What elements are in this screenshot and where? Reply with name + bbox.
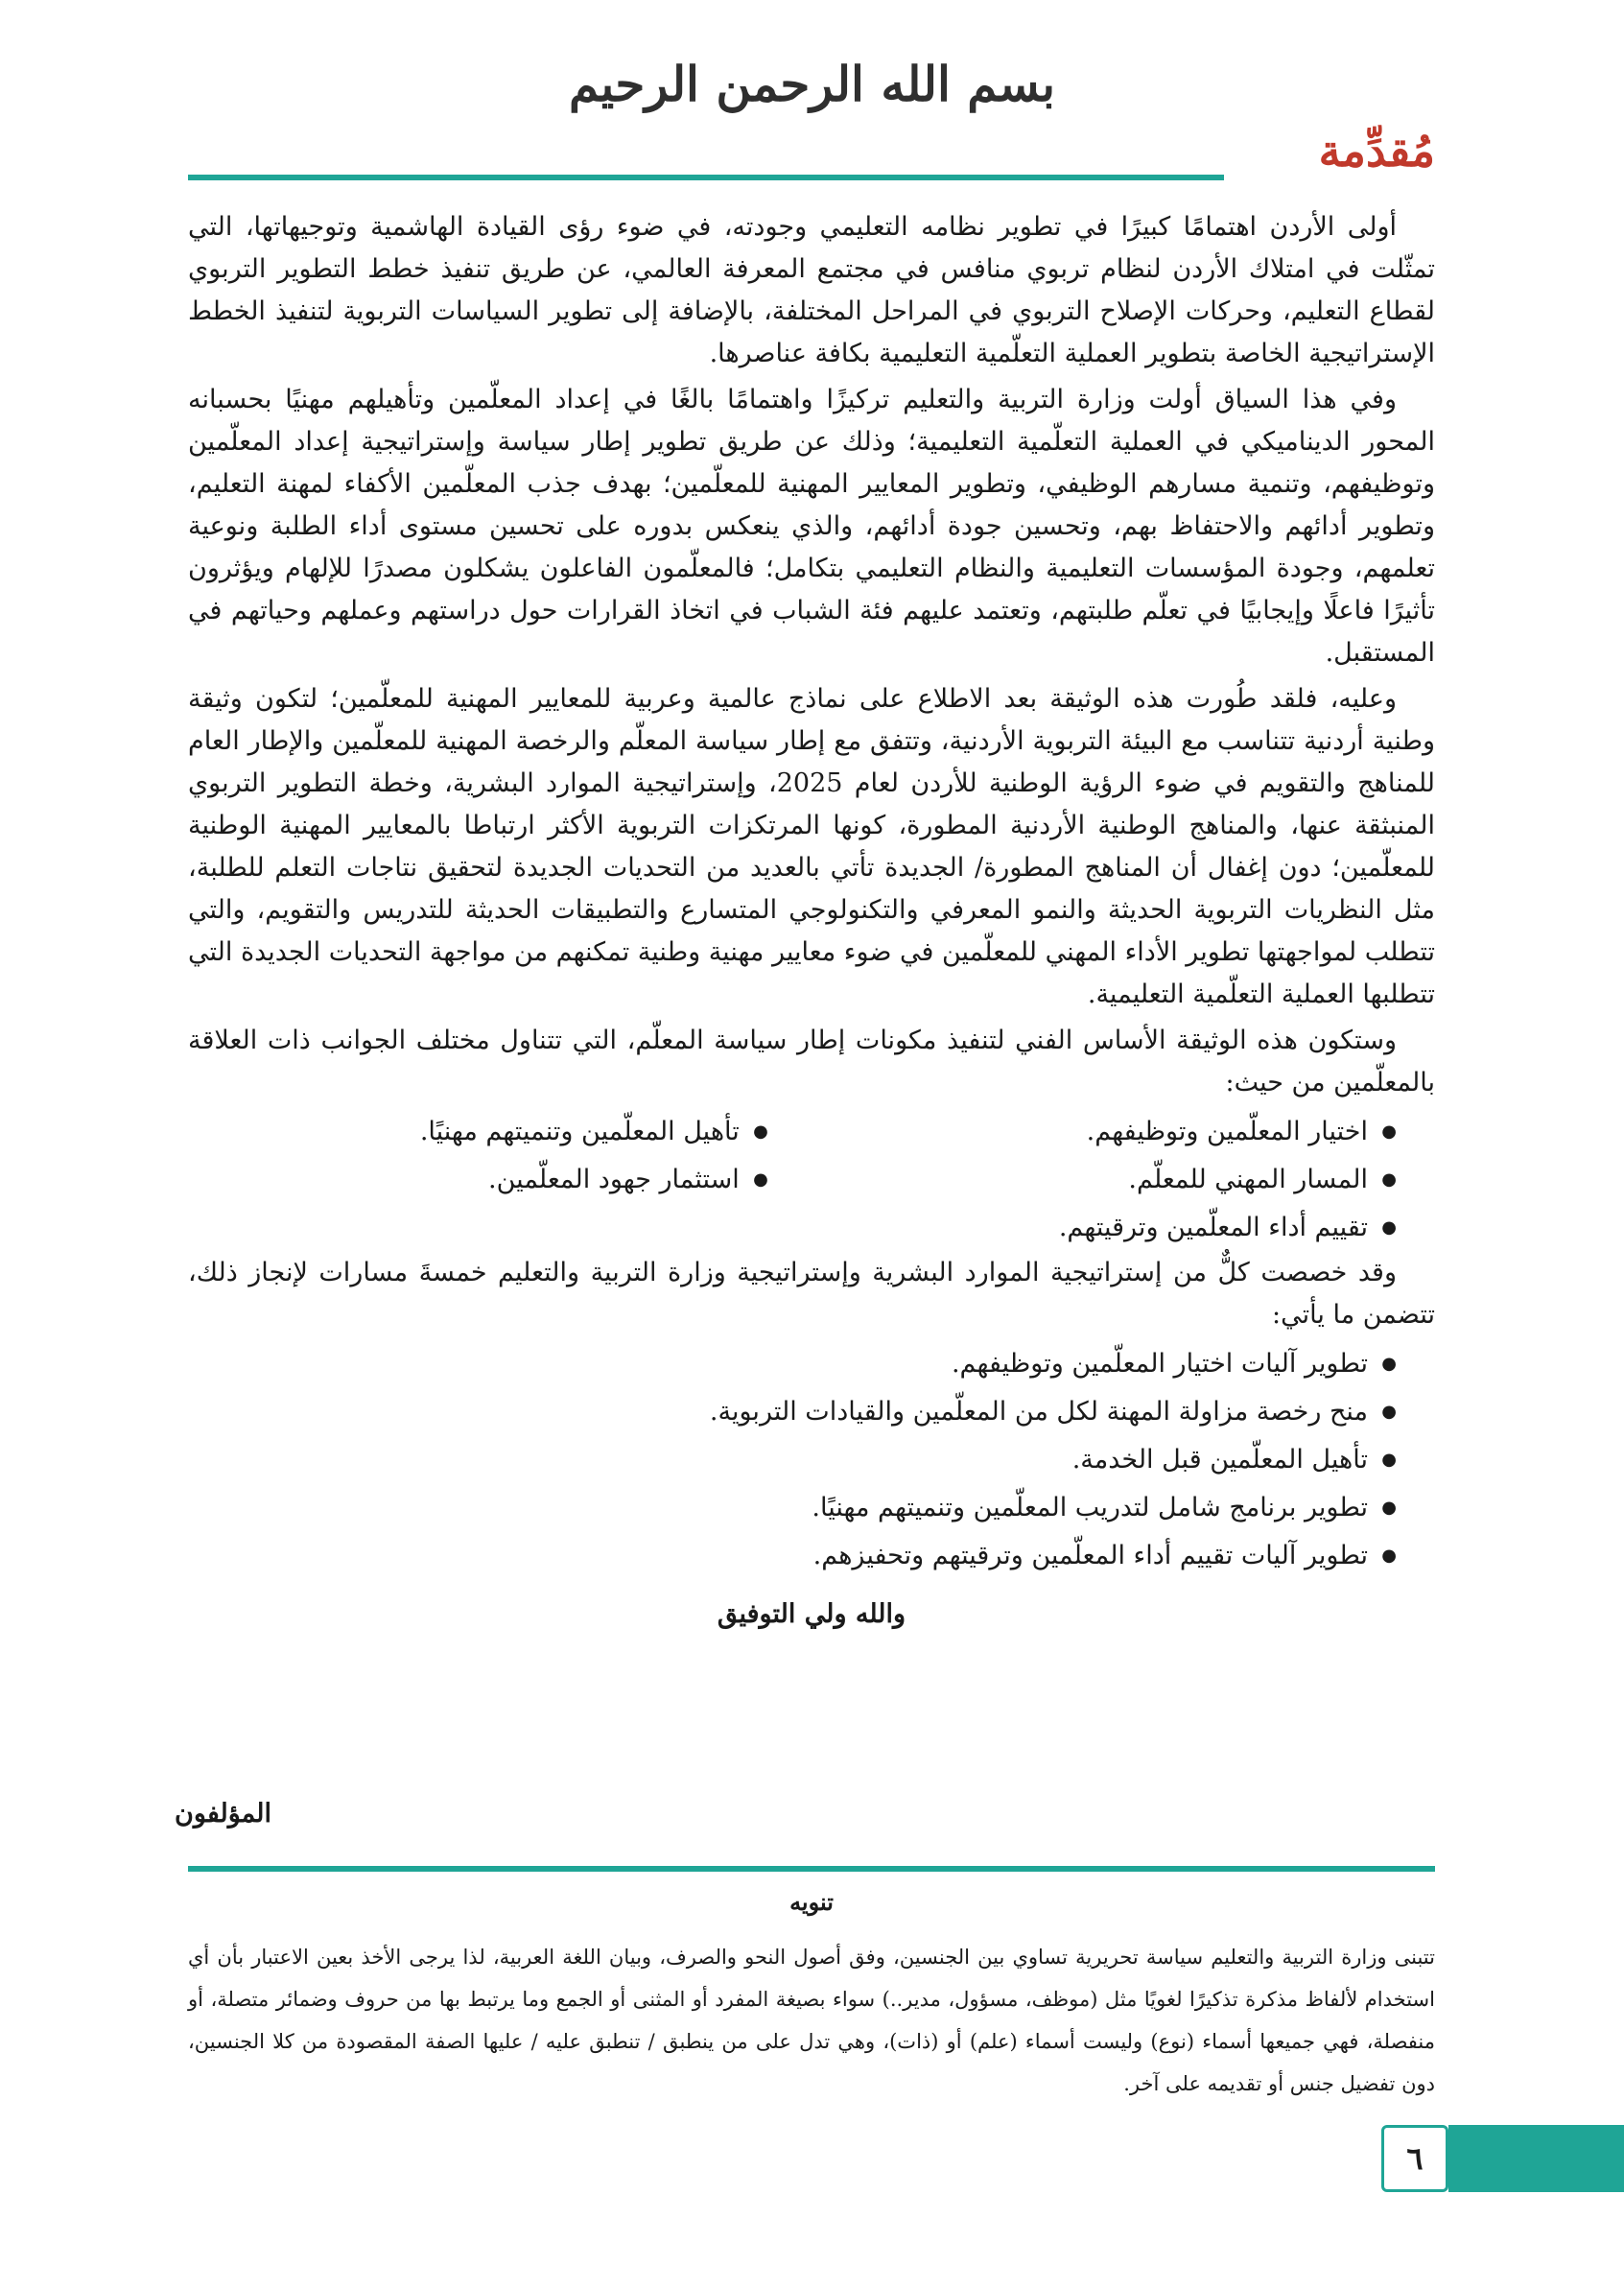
list-item: ● استثمار جهود المعلّمين.	[188, 1156, 768, 1204]
intro-paragraph-3: وعليه، فلقد طُورت هذه الوثيقة بعد الاطلاع على نماذج عالمية وعربية للمعايير المهنية للمعلّمين؛ لتكون وثيقة وطنية أردنية تتناسب مع البيئة التربوية الأردنية، وتتفق مع إطار سياسة المعلّم والرخصة المهنية للمعلّمين والإطار العام للمناهج والتقويم في ضوء الرؤية الوطنية للأردن لعام 2025، وإستراتيجية الموارد البشرية، وخطة التطوير التربوي المنبثقة عنها، والمناهج الوطنية الأردنية المطورة، كونها المرتكزات التربوية الأكثر ارتباطا بالمعايير المهنية الوطنية للمعلّمين؛ دون إغفال أن المناهج المطورة/ الجديدة تأتي بالعديد من التحديات الجديدة لتحقيق نتاجات التعلم للطلبة، مثل النظريات التربوية الحديثة والنمو المعرفي والتكنولوجي المتسارع والتطبيقات الحديثة للتدريس والتقويم، والتي تتطلب لمواجهتها تطوير الأداء المهني للمعلّمين في ضوء معايير مهنية وطنية تمكنهم من مواجهة التحديات الجديدة التي تتطلبها العملية التعلّمية التعليمية.	[188, 684, 1435, 1009]
title-divider	[188, 175, 1224, 180]
page-number-bar	[1448, 2125, 1624, 2192]
intro-paragraph-4: وستكون هذه الوثيقة الأساس الفني لتنفيذ مكونات إطار سياسة المعلّم، التي تتناول مختلف الجوانب ذات العلاقة بالمعلّمين من حيث:	[188, 1026, 1435, 1097]
notice-text: تتبنى وزارة التربية والتعليم سياسة تحريرية تساوي بين الجنسين، وفق أصول النحو والصرف، وبيان اللغة العربية، لذا يرجى الأخذ بعين الاعتبار بأن أي استخدام لألفاظ مذكرة تذكيرًا لغويًا مثل (موظف، مسؤول، مدير..) سواء بصيغة المفرد أو المثنى أو الجمع وما يرتبط بها من حروف وضمائر متصلة، أو منفصلة، فهي جميعها أسماء (نوع) وليست أسماء (علم) أو (ذات)، وهي تدل على من ينطبق / تنطبق عليه / عليها الصفة المقصودة من كلا الجنسين، دون تفضيل جنس أو تقديمه على آخر.	[188, 1946, 1435, 2095]
main-content	[188, 206, 1435, 1636]
list-item: ● المسار المهني للمعلّم.	[816, 1156, 1397, 1204]
list-item: ● تطوير آليات اختيار المعلّمين وتوظيفهم.	[188, 1340, 1397, 1388]
list-item: ● تأهيل المعلّمين وتنميتهم مهنيًا.	[188, 1108, 768, 1156]
section-header	[188, 125, 1435, 192]
list-item: ● اختيار المعلّمين وتوظيفهم.	[816, 1108, 1397, 1156]
list-item: ● تأهيل المعلّمين قبل الخدمة.	[188, 1436, 1397, 1484]
list-item: ● تطوير آليات تقييم أداء المعلّمين وترقيتهم وتحفيزهم.	[188, 1532, 1397, 1580]
notice-title: تنويه	[789, 1888, 834, 1916]
aspects-column-right	[816, 1108, 1397, 1252]
paths-paragraph: وقد خصصت كلٌّ من إستراتيجية الموارد البشرية وإستراتيجية وزارة التربية والتعليم خمسةَ مسارات لإنجاز ذلك، تتضمن ما يأتي:	[188, 1258, 1435, 1330]
page-number: ٦	[1381, 2125, 1448, 2192]
aspects-column-left	[188, 1108, 768, 1252]
authors-signature: المؤلفون	[175, 1799, 271, 1829]
page-title: مُقدِّمة	[1318, 125, 1435, 177]
aspects-list	[188, 1108, 1435, 1252]
basmala-calligraphy: بسم الله الرحمن الرحيم	[568, 56, 1056, 112]
closing-line: والله ولي التوفيق	[717, 1599, 906, 1629]
paths-list	[188, 1340, 1435, 1580]
list-item: ● منح رخصة مزاولة المهنة لكل من المعلّمين والقيادات التربوية.	[188, 1388, 1397, 1436]
list-item: ● تقييم أداء المعلّمين وترقيتهم.	[816, 1204, 1397, 1252]
intro-paragraph-2: وفي هذا السياق أولت وزارة التربية والتعليم تركيزًا واهتمامًا بالغًا في إعداد المعلّمين وتأهيلهم مهنيًا بحسبانه المحور الديناميكي في العملية التعلّمية التعليمية؛ وذلك عن طريق تطوير إطار سياسة وإستراتيجية إعداد المعلّمين وتوظيفهم، وتنمية مسارهم الوظيفي، وتطوير المعايير المهنية للمعلّمين؛ بهدف جذب المعلّمين الأكفاء لمهنة التعليم، وتطوير أدائهم والاحتفاظ بهم، وتحسين جودة أدائهم، والذي ينعكس بدوره على تحسين مستوى أداء الطلبة ونوعية تعلمهم، وجودة المؤسسات التعليمية والنظام التعليمي بتكامل؛ فالمعلّمون الفاعلون يشكلون مصدرًا للإلهام ويؤثرون تأثيرًا فاعلًا وإيجابيًا في تعلّم طلبتهم، وتعتمد عليهم فئة الشباب في اتخاذ القرارات حول دراستهم وعملهم وحياتهم في المستقبل.	[188, 385, 1435, 668]
list-item: ● تطوير برنامج شامل لتدريب المعلّمين وتنميتهم مهنيًا.	[188, 1484, 1397, 1532]
footer-divider	[188, 1866, 1435, 1872]
intro-paragraph-1: أولى الأردن اهتمامًا كبيرًا في تطوير نظامه التعليمي وجودته، في ضوء رؤى القيادة الهاشمية وتوجيهاتها، التي تمثّلت في امتلاك الأردن لنظام تربوي منافس في مجتمع المعرفة العالمي، عن طريق تنفيذ خطط التطوير التربوي لقطاع التعليم، وحركات الإصلاح التربوي في المراحل المختلفة، بالإضافة إلى تطوير السياسات التربوية لتنفيذ الخطط الإستراتيجية الخاصة بتطوير العملية التعلّمية التعليمية بكافة عناصرها.	[188, 212, 1435, 368]
